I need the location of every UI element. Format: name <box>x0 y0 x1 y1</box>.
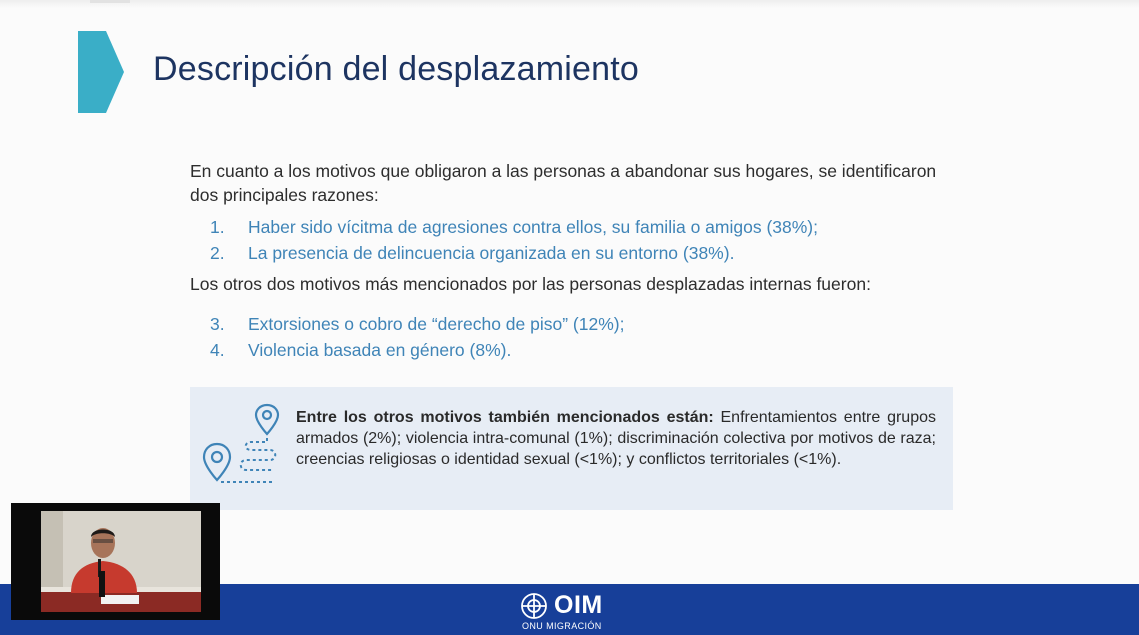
list-number: 2. <box>210 243 225 263</box>
slide-title: Descripción del desplazamiento <box>153 50 640 88</box>
list-item <box>210 311 624 337</box>
list-number: 1. <box>210 217 225 237</box>
list-text: Haber sido vícitma de agresiones contra ellos, su familia o amigos (38%); <box>248 217 818 237</box>
callout-body: Enfrentamientos entre grupos armados (2%); violencia intra-comunal (1%); discriminación colectiva por motivos de raza; creencias religiosas o identidad sexual (<1%); y conflictos territoriales (<1%). <box>296 409 936 468</box>
list-item <box>210 337 624 363</box>
main-reasons-list <box>210 214 818 266</box>
oim-logo <box>520 591 630 633</box>
list-number: 3. <box>210 314 225 334</box>
callout-text <box>296 407 936 470</box>
list-text: Extorsiones o cobro de “derecho de piso” (12%); <box>248 314 625 334</box>
speaker-video-thumbnail[interactable] <box>11 503 220 620</box>
title-accent-chevron-icon <box>78 31 124 113</box>
logo-subtitle: ONU MIGRACIÓN <box>522 621 602 631</box>
list-number: 4. <box>210 340 225 360</box>
top-mark <box>90 0 130 3</box>
other-reasons-list <box>210 311 624 363</box>
list-item <box>210 214 818 240</box>
list-item <box>210 240 818 266</box>
video-frame <box>41 511 201 612</box>
logo-wordmark: OIM <box>554 591 603 619</box>
list-text: Violencia basada en género (8%). <box>248 340 512 360</box>
speaker-figure <box>41 511 201 612</box>
intro-paragraph: En cuanto a los motivos que obligaron a las personas a abandonar sus hogares, se identificaron dos principales razones: <box>190 161 937 205</box>
un-globe-icon <box>520 592 548 620</box>
callout-bold-lead: Entre los otros motivos también mencionados están: <box>296 409 714 426</box>
other-reasons-intro: Los otros dos motivos más mencionados por las personas desplazadas internas fueron: <box>190 274 871 294</box>
list-text: La presencia de delincuencia organizada en su entorno (38%). <box>248 243 735 263</box>
route-pin-icon <box>196 402 281 492</box>
top-edge <box>0 0 1139 8</box>
